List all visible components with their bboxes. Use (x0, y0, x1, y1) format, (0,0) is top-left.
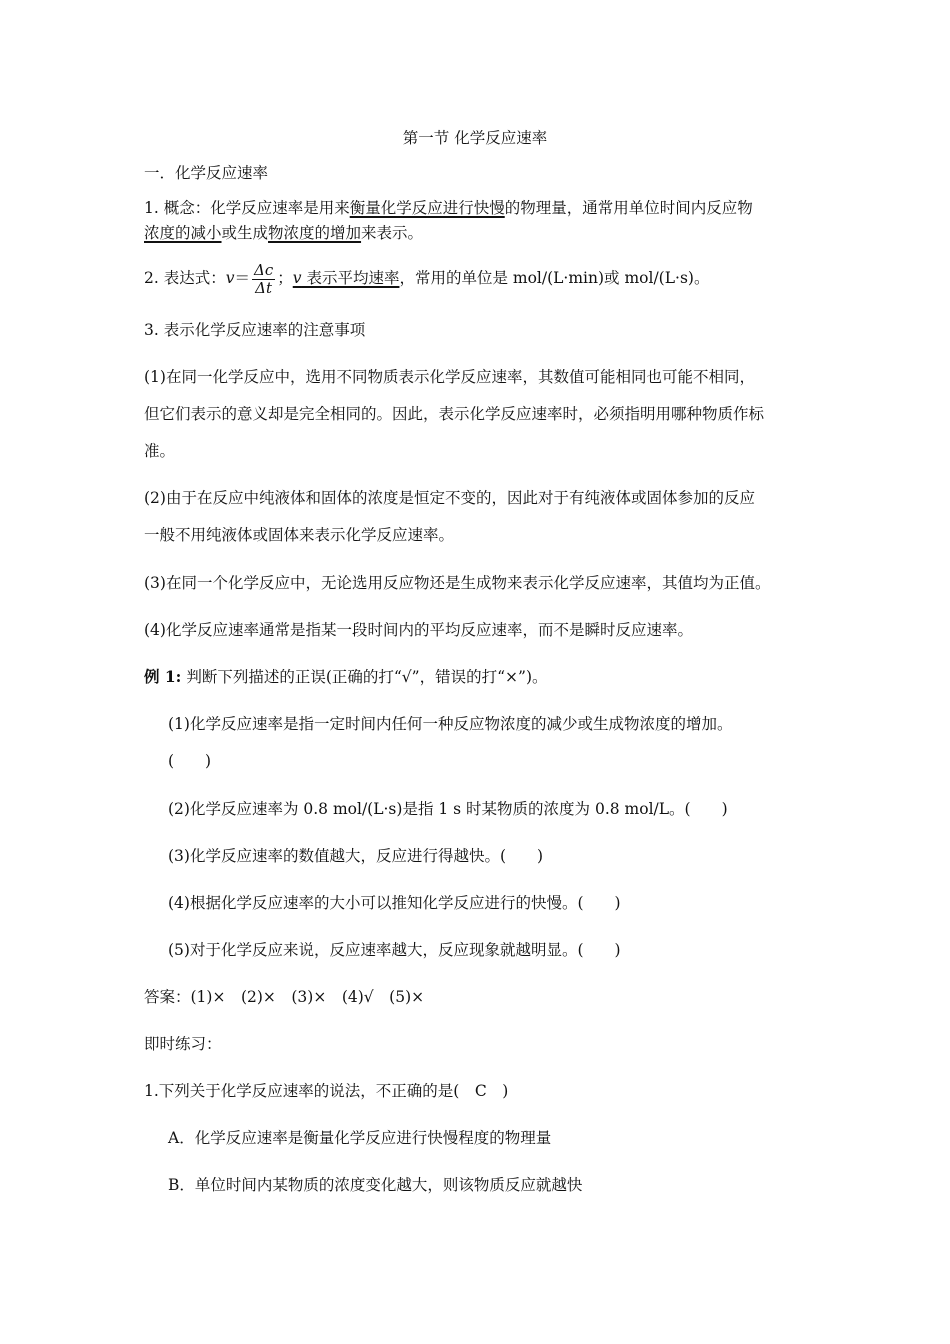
practice-q1: 1.下列关于化学反应速率的说法，不正确的是( C ) (144, 1082, 509, 1100)
concept-text: 的物理量，通常用单位时间内反应物 (504, 199, 753, 217)
practice-heading: 即时练习： (144, 1035, 222, 1053)
note-3: (3)在同一个化学反应中，无论选用反应物还是生成物来表示化学反应速率，其值均为正值。 (144, 574, 771, 592)
practice-option-b: B．单位时间内某物质的浓度变化越大，则该物质反应就越快 (168, 1176, 583, 1194)
notes-heading: 3. 表示化学反应速率的注意事项 (144, 321, 366, 339)
section-heading: 一．化学反应速率 (144, 164, 269, 182)
note-1-line-1: (1)在同一化学反应中，选用不同物质表示化学反应速率，其数值可能相同也可能不相同， (144, 368, 755, 386)
concept-line-2 (144, 223, 423, 243)
note-2-line-1: (2)由于在反应中纯液体和固体的浓度是恒定不变的，因此对于有纯液体或固体参加的反应 (144, 489, 755, 507)
example-q1-line-1: (1)化学反应速率是指一定时间内任何一种反应物浓度的减少或生成物浓度的增加。 (168, 715, 733, 733)
example-1-prompt (144, 667, 548, 687)
equals-sign: ＝ (234, 269, 250, 287)
fraction-denominator: Δt (255, 278, 273, 297)
example-prompt-text: 判断下列描述的正误(正确的打“√”，错误的打“×”)。 (181, 668, 548, 686)
note-1-line-2: 但它们表示的意义却是完全相同的。因此，表示化学反应速率时，必须指明用哪种物质作标 (144, 405, 765, 423)
concept-text: 来表示。 (361, 224, 424, 242)
rate-symbol: v (225, 269, 235, 287)
concept-underline-3: 物浓度的增加 (268, 224, 362, 242)
page-title: 第一节 化学反应速率 (402, 129, 548, 147)
note-1-line-3: 准。 (144, 442, 176, 460)
separator: ； (277, 269, 293, 287)
practice-option-a: A．化学反应速率是衡量化学反应进行快慢程度的物理量 (168, 1129, 552, 1147)
example-q4: (4)根据化学反应速率的大小可以推知化学反应进行的快慢。( ) (168, 894, 621, 912)
concept-text: 或生成 (221, 224, 269, 242)
example-answer: 答案：(1)× (2)× (3)× (4)√ (5)× (144, 988, 425, 1006)
expression-line (144, 258, 709, 298)
concept-underline-1: 衡量化学反应进行快慢 (349, 199, 505, 217)
average-rate-text: 表示平均速率 (301, 269, 400, 287)
example-q3: (3)化学反应速率的数值越大，反应进行得越快。( ) (168, 847, 544, 865)
example-q5: (5)对于化学反应来说，反应速率越大，反应现象就越明显。( ) (168, 941, 621, 959)
example-label: 例 1: (144, 667, 182, 686)
concept-underline-2: 浓度的减小 (144, 224, 222, 242)
expression-label: 2. 表达式： (144, 269, 226, 287)
rate-symbol-italic: v (292, 269, 302, 287)
example-q2: (2)化学反应速率为 0.8 mol/(L·s)是指 1 s 时某物质的浓度为 0.8 mol/L。( ) (168, 800, 728, 818)
note-2-line-2: 一般不用纯液体或固体来表示化学反应速率。 (144, 526, 455, 544)
fraction-numerator: Δc (254, 260, 274, 279)
concept-text: 1. 概念：化学反应速率是用来 (144, 199, 350, 217)
unit-text: ，常用的单位是 mol/(L·min)或 mol/(L·s)。 (399, 269, 710, 287)
average-rate-note (293, 269, 400, 287)
note-4: (4)化学反应速率通常是指某一段时间内的平均反应速率，而不是瞬时反应速率。 (144, 621, 693, 639)
rate-fraction (252, 262, 275, 297)
concept-line-1 (144, 198, 753, 218)
example-q1-line-2: ( ) (168, 752, 212, 770)
